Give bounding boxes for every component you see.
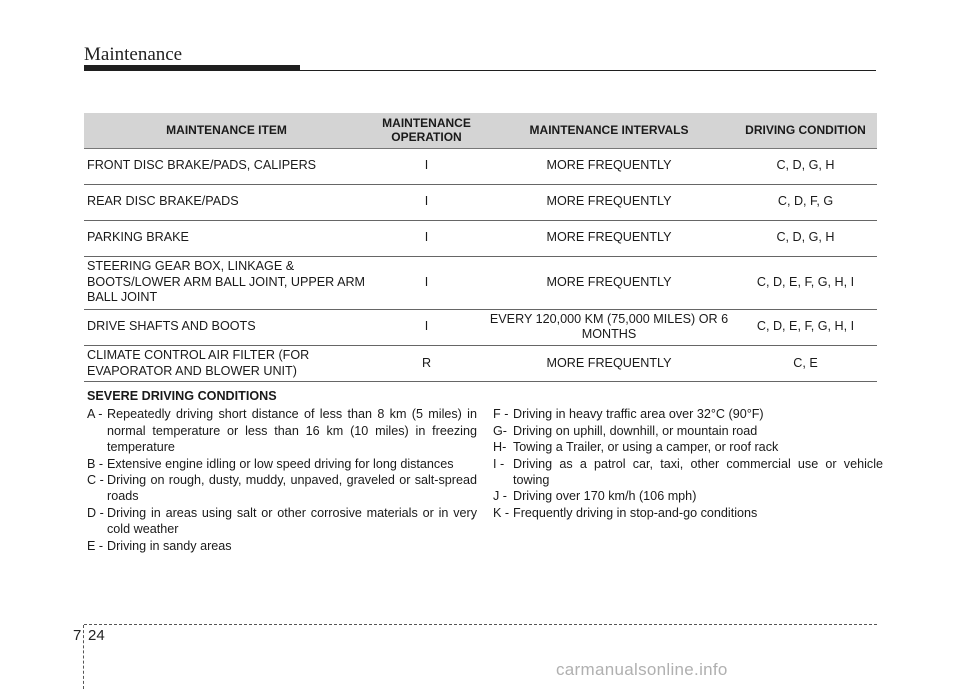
- cell-item: STEERING GEAR BOX, LINKAGE & BOOTS/LOWER ARM BALL JOINT, UPPER ARM BALL JOINT: [84, 256, 369, 309]
- condition-text: Driving on rough, dusty, muddy, unpaved, graveled or salt-spread roads: [107, 473, 477, 504]
- condition-letter: F -: [493, 407, 509, 422]
- table-row: [84, 220, 877, 256]
- column-header-item: MAINTENANCE ITEM: [84, 113, 369, 148]
- cell-item: CLIMATE CONTROL AIR FILTER (FOR EVAPORATOR AND BLOWER UNIT): [84, 345, 369, 381]
- condition-item: [87, 472, 477, 505]
- condition-text: Driving in heavy traffic area over 32°C (90°F): [513, 407, 764, 422]
- cell-condition: C, E: [734, 345, 877, 381]
- cell-interval: MORE FREQUENTLY: [484, 220, 734, 256]
- condition-item: [87, 456, 477, 472]
- condition-text: Driving on uphill, downhill, or mountain road: [513, 423, 758, 438]
- page-number-divider: [83, 625, 84, 689]
- condition-text: Repeatedly driving short distance of less than 8 km (5 miles) in normal temperature or less than 16 km (10 miles) in freezing temperature: [107, 407, 477, 455]
- cell-interval: MORE FREQUENTLY: [484, 184, 734, 220]
- condition-item: [493, 505, 883, 521]
- title-rule-thin: [300, 70, 876, 71]
- condition-item: [87, 538, 477, 554]
- conditions-left-column: [87, 406, 477, 554]
- cell-interval: MORE FREQUENTLY: [484, 345, 734, 381]
- condition-text: Extensive engine idling or low speed driving for long distances: [107, 456, 454, 471]
- cell-item: DRIVE SHAFTS AND BOOTS: [84, 309, 369, 345]
- condition-item: [493, 406, 883, 422]
- cell-item: FRONT DISC BRAKE/PADS, CALIPERS: [84, 148, 369, 184]
- conditions-right-column: [493, 406, 883, 554]
- condition-letter: H-: [493, 440, 507, 455]
- table-row: [84, 256, 877, 309]
- cell-item: REAR DISC BRAKE/PADS: [84, 184, 369, 220]
- cell-condition: C, D, E, F, G, H, I: [734, 309, 877, 345]
- section-title: Maintenance: [84, 44, 183, 65]
- condition-letter: C -: [87, 473, 104, 488]
- table-row: [84, 309, 877, 345]
- condition-text: Driving in sandy areas: [107, 538, 232, 553]
- cell-operation: I: [369, 148, 484, 184]
- cell-operation: I: [369, 184, 484, 220]
- condition-item: [493, 423, 883, 439]
- condition-item: [493, 439, 883, 455]
- footer-rule: [84, 624, 877, 625]
- condition-item: [87, 505, 477, 538]
- cell-interval: MORE FREQUENTLY: [484, 256, 734, 309]
- column-header-condition: DRIVING CONDITION: [734, 113, 877, 148]
- cell-condition: C, D, E, F, G, H, I: [734, 256, 877, 309]
- condition-letter: I -: [493, 456, 505, 471]
- cell-operation: R: [369, 345, 484, 381]
- table-row: [84, 148, 877, 184]
- condition-text: Driving as a patrol car, taxi, other commercial use or vehicle towing: [513, 456, 883, 488]
- condition-letter: K -: [493, 505, 510, 520]
- condition-text: Towing a Trailer, or using a camper, or roof rack: [513, 440, 779, 455]
- severe-conditions: [87, 388, 887, 554]
- cell-condition: C, D, G, H: [734, 148, 877, 184]
- condition-letter: A -: [87, 407, 103, 422]
- condition-item: [87, 406, 477, 455]
- table-row: [84, 184, 877, 220]
- condition-letter: J -: [493, 489, 507, 504]
- cell-condition: C, D, F, G: [734, 184, 877, 220]
- maintenance-table: [84, 113, 877, 382]
- title-rule-thick: [84, 65, 300, 71]
- condition-letter: E -: [87, 538, 104, 553]
- condition-item: [493, 456, 883, 489]
- watermark: carmanualsonline.info: [556, 660, 728, 679]
- cell-interval: EVERY 120,000 KM (75,000 MILES) OR 6 MONTHS: [484, 309, 734, 345]
- condition-letter: D -: [87, 505, 104, 520]
- page-number: 24: [88, 627, 105, 644]
- condition-text: Driving in areas using salt or other corrosive materials or in very cold weather: [107, 505, 477, 537]
- cell-operation: I: [369, 220, 484, 256]
- column-header-intervals: MAINTENANCE INTERVALS: [484, 113, 734, 148]
- severe-conditions-title: SEVERE DRIVING CONDITIONS: [87, 389, 277, 403]
- cell-interval: MORE FREQUENTLY: [484, 148, 734, 184]
- cell-item: PARKING BRAKE: [84, 220, 369, 256]
- chapter-number: 7: [73, 627, 82, 644]
- column-header-operation: MAINTENANCE OPERATION: [369, 113, 484, 148]
- table-header-row: [84, 113, 877, 148]
- cell-operation: I: [369, 309, 484, 345]
- condition-letter: G-: [493, 423, 507, 438]
- cell-condition: C, D, G, H: [734, 220, 877, 256]
- cell-operation: I: [369, 256, 484, 309]
- condition-text: Driving over 170 km/h (106 mph): [513, 489, 697, 504]
- condition-text: Frequently driving in stop-and-go conditions: [513, 505, 758, 520]
- table-row: [84, 345, 877, 381]
- condition-letter: B -: [87, 456, 104, 471]
- condition-item: [493, 488, 883, 504]
